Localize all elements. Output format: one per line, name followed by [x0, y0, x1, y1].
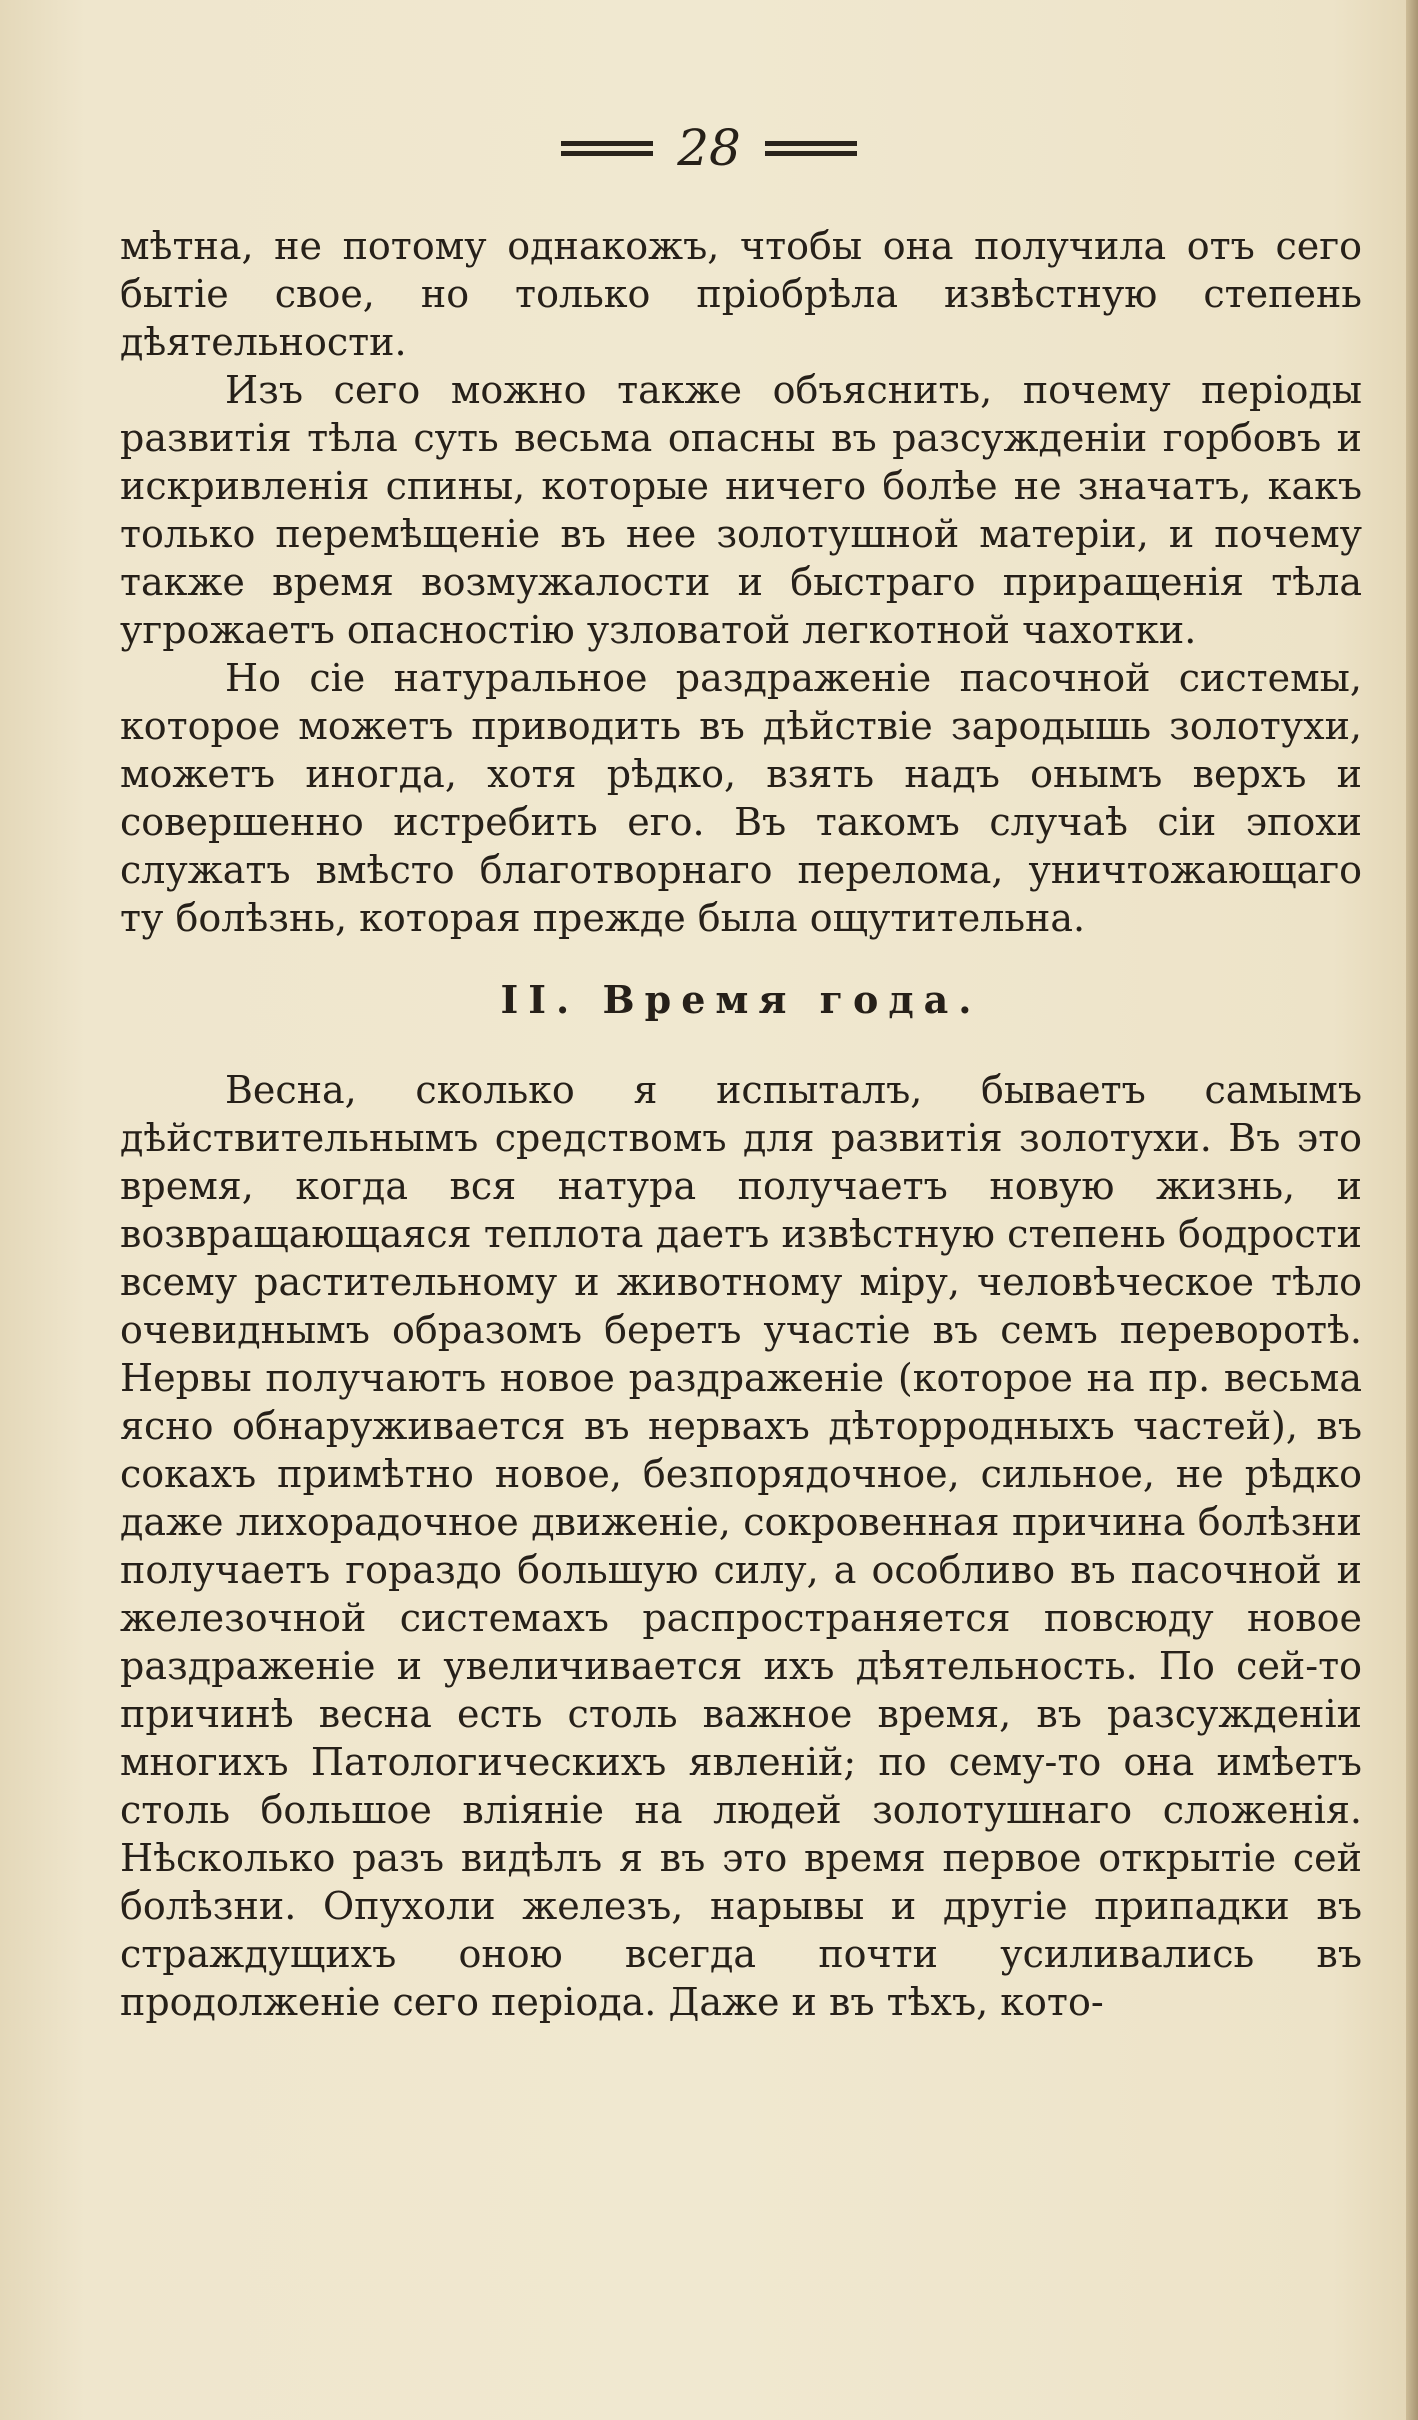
body-text	[120, 222, 1362, 2026]
page-spine-edge	[1406, 0, 1418, 2420]
right-double-rule	[765, 141, 857, 156]
paragraph-4: Весна, сколько я испыталъ, бываетъ самымъ дѣйствительнымъ средствомъ для развитія золотухи. Въ это время, когда вся натура получаетъ новую жизнь, и возвращающаяся теплота даетъ извѣстную степень бодрости всему растительному и животному міру, человѣческое тѣло очевиднымъ образомъ беретъ участіе въ семъ переворотѣ. Нервы получаютъ новое раздраженіе (которое на пр. весьма ясно обнаруживается въ нервахъ дѣторродныхъ частей), въ сокахъ примѣтно новое, безпорядочное, сильное, не рѣдко даже лихорадочное движеніе, сокровенная причина болѣзни получаетъ гораздо большую силу, а особливо въ пасочной и железочной системахъ распространяется повсюду новое раздраженіе и увеличивается ихъ дѣятельность. По сей-то причинѣ весна есть столь важное время, въ разсужденіи многихъ Патологическихъ явленій; по сему-то она имѣетъ столь большое вліяніе на людей золотушнаго сложенія. Нѣсколько разъ видѣлъ я въ это время первое открытіе сей болѣзни. Опухоли железъ, нарывы и другіе припадки въ страждущихъ оною всегда почти усиливались въ продолженіе сего періода. Даже и въ тѣхъ, кото-	[120, 1068, 1362, 2024]
left-double-rule	[561, 141, 653, 156]
paragraph-2: Изъ сего можно также объяснить, почему періоды развитія тѣла суть весьма опасны въ разсужденіи горбовъ и искривленія спины, которые ничего болѣе не значатъ, какъ только перемѣщеніе въ нее золотушной матеріи, и почему также время возмужалости и быстраго приращенія тѣла угрожаетъ опасностію узловатой легкотной чахотки.	[120, 368, 1362, 652]
page-header	[0, 118, 1418, 178]
paragraph-1: мѣтна, не потому однакожъ, чтобы она получила отъ сего бытіе свое, но только пріобрѣла извѣстную степень дѣятельности.	[120, 224, 1362, 364]
paragraph-3: Но сіе натуральное раздраженіе пасочной системы, которое можетъ приводить въ дѣйствіе зародышь золотухи, можетъ иногда, хотя рѣдко, взять надъ онымъ верхъ и совершенно истребить его. Въ такомъ случаѣ сіи эпохи служатъ вмѣсто благотворнаго перелома, уничтожающаго ту болѣзнь, которая прежде была ощутительна.	[120, 656, 1362, 940]
section-heading: II. Время года.	[500, 977, 982, 1022]
page-number: 28	[677, 119, 741, 177]
